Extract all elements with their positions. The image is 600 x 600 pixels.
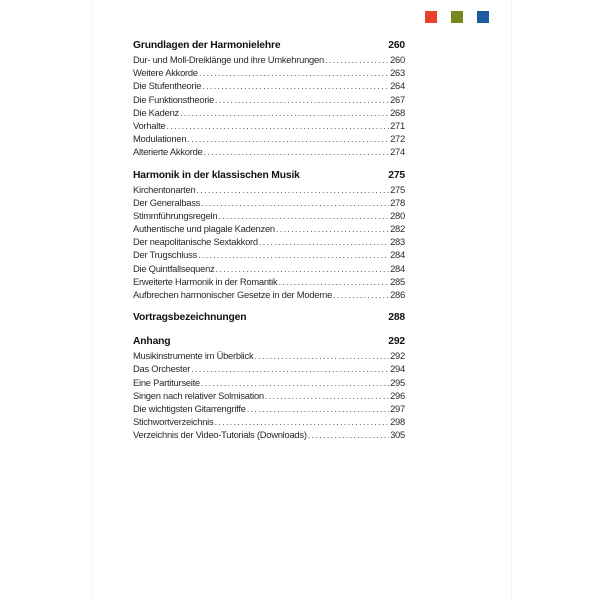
toc-entry[interactable] [133,66,405,79]
entry-page: 298 [390,416,405,428]
entry-label: Die wichtigsten Gitarrengriffe [133,402,246,414]
entry-page: 260 [390,54,405,65]
toc-section-harmonik [133,169,405,302]
dot-leader [201,376,389,389]
entry-label: Weitere Akkorde [133,67,198,79]
dot-leader [204,145,390,158]
dot-leader [196,183,389,196]
section-page: 292 [388,336,405,348]
entry-label: Erweiterte Harmonik in der Romantik [133,275,278,287]
toc-section-anhang [133,335,405,441]
entry-label: Musikinstrumente im Überblick [133,350,254,362]
toc-entry[interactable] [133,362,405,375]
entry-label: Die Funktionstheorie [133,93,214,105]
entry-label: Das Orchester [133,363,191,375]
dot-leader [166,119,389,132]
entry-page: 271 [390,119,405,131]
entry-label: Die Kadenz [133,106,179,118]
entry-label: Aufbrechen harmonischer Gesetze in der Moderne [133,289,333,300]
dot-leader [254,349,389,362]
section-title: Vortragsbezeichnungen [133,312,247,324]
entry-page: 284 [390,262,405,274]
dot-leader [276,222,389,235]
entry-label: Die Stufentheorie [133,80,202,92]
entry-page: 278 [390,196,405,208]
toc-entry[interactable] [133,93,405,106]
toc-entry[interactable] [133,428,405,441]
toc-entry[interactable] [133,183,405,196]
entry-page: 280 [390,209,405,221]
section-page: 288 [388,312,405,324]
dot-leader [199,66,389,79]
entry-label: Authentische und plagale Kadenzen [133,223,275,235]
toc-entry[interactable] [133,196,405,209]
entry-page: 297 [390,402,405,414]
section-heading[interactable] [133,169,405,183]
entry-page: 295 [390,376,405,388]
toc-entry[interactable] [133,79,405,92]
entry-page: 272 [390,133,405,145]
dot-leader [218,209,389,222]
toc-entry[interactable] [133,415,405,428]
section-heading[interactable] [133,311,405,325]
toc-entry[interactable] [133,53,405,66]
toc-entry[interactable] [133,262,405,275]
entry-label: Vorhalte [133,119,166,131]
entry-page: 264 [390,80,405,92]
dot-leader [201,196,389,209]
swatch-olive [451,11,463,23]
dot-leader [198,248,389,261]
color-swatches [425,11,489,23]
entry-page: 296 [390,389,405,401]
entry-page: 283 [390,236,405,248]
toc-entry[interactable] [133,275,405,288]
section-title: Harmonik in der klassischen Musik [133,169,300,181]
table-of-contents [133,39,405,452]
toc-section-vortrag [133,311,405,325]
entry-page: 275 [390,183,405,195]
entry-page: 286 [390,289,405,300]
toc-entry[interactable] [133,209,405,222]
dot-leader [191,362,389,375]
entry-page: 285 [390,275,405,287]
toc-entry[interactable] [133,222,405,235]
toc-section-grundlagen [133,39,405,159]
toc-entry[interactable] [133,145,405,158]
toc-entry[interactable] [133,288,405,301]
section-title: Grundlagen der Harmonielehre [133,40,281,51]
section-page: 275 [388,169,405,181]
entry-label: Der Trugschluss [133,249,197,261]
entry-page: 292 [390,350,405,362]
dot-leader [247,402,389,415]
entry-label: Eine Partiturseite [133,376,200,388]
dot-leader [265,389,389,402]
toc-entry[interactable] [133,235,405,248]
dot-leader [259,235,389,248]
toc-entry[interactable] [133,132,405,145]
swatch-red [425,11,437,23]
toc-entry[interactable] [133,119,405,132]
dot-leader [216,262,390,275]
entry-page: 268 [390,106,405,118]
entry-page: 274 [390,146,405,158]
toc-entry[interactable] [133,402,405,415]
section-title: Anhang [133,336,171,348]
dot-leader [333,288,389,301]
dot-leader [180,106,389,119]
entry-page: 267 [390,93,405,105]
toc-entry[interactable] [133,248,405,261]
entry-label: Dur- und Moll-Dreiklänge und ihre Umkehrungen [133,54,324,65]
entry-label: Der neapolitanische Sextakkord [133,236,258,248]
entry-label: Modulationen [133,133,187,145]
entry-page: 263 [390,67,405,79]
section-heading[interactable] [133,39,405,53]
dot-leader [202,79,389,92]
toc-entry[interactable] [133,106,405,119]
entry-label: Der Generalbass [133,196,201,208]
entry-label: Verzeichnis der Video-Tutorials (Downloads) [133,429,307,441]
entry-page: 282 [390,223,405,235]
toc-entry[interactable] [133,349,405,362]
entry-label: Kirchentonarten [133,183,196,195]
entry-page: 294 [390,363,405,375]
dot-leader [308,428,389,441]
entry-page: 305 [390,429,405,441]
entry-label: Stichwortverzeichnis [133,416,214,428]
dot-leader [215,93,389,106]
section-heading[interactable] [133,335,405,349]
entry-page: 284 [390,249,405,261]
dot-leader [325,53,389,66]
dot-leader [187,132,389,145]
entry-label: Singen nach relativer Solmisation [133,389,264,401]
dot-leader [214,415,389,428]
entry-label: Alterierte Akkorde [133,146,203,158]
toc-entry[interactable] [133,389,405,402]
entry-label: Die Quintfallsequenz [133,262,215,274]
toc-entry[interactable] [133,376,405,389]
section-page: 260 [388,40,405,51]
dot-leader [278,275,389,288]
entry-label: Stimmführungsregeln [133,209,218,221]
swatch-blue [477,11,489,23]
